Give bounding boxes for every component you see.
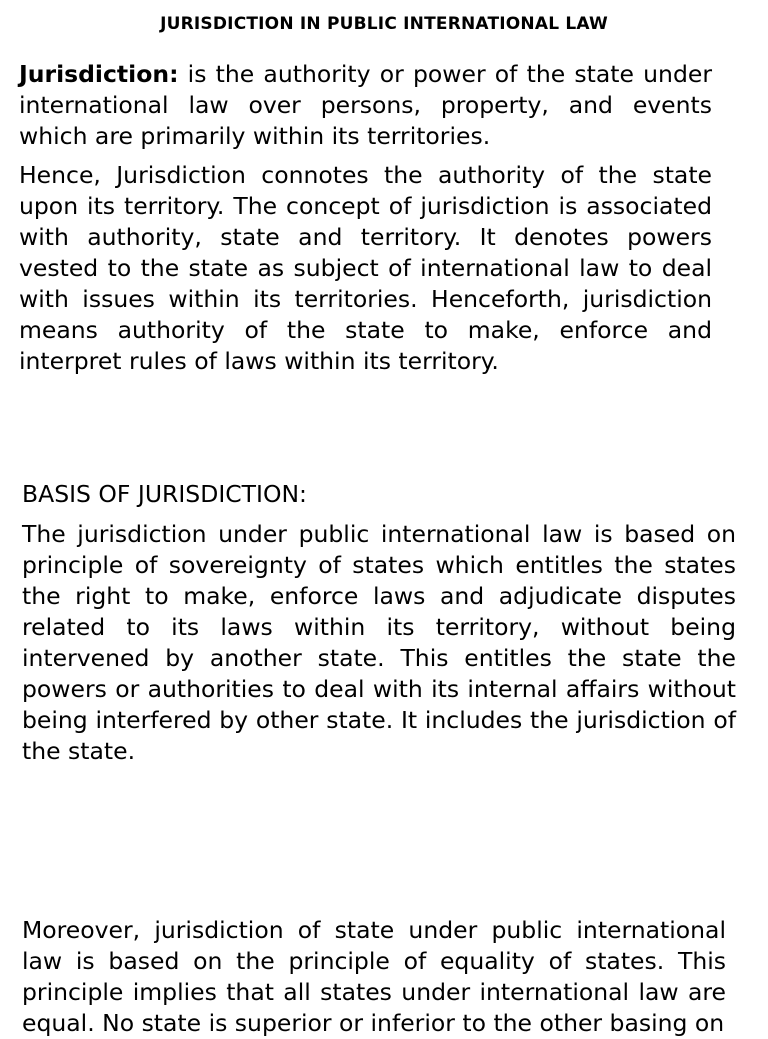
definition-text: is the authority or power of the state under international law over persons, property, and events which are primarily within its territories.: [19, 60, 712, 150]
paragraph-hence: Hence, Jurisdiction connotes the authority of the state upon its territory. The concept of jurisdiction is associated with authority, state and territory. It denotes powers vested to the state as subject of international law to deal with issues within its territories. Henceforth, jurisdiction means authority of the state to make, enforce and interpret rules of laws within its territory.: [19, 161, 712, 375]
paragraph-equality: Moreover, jurisdiction of state under public international law is based on the principle of equality of states. This principle implies that all states under international law are equal. No state is superior or inferior to the other basing on: [22, 916, 726, 1037]
document-title: JURISDICTION IN PUBLIC INTERNATIONAL LAW: [160, 14, 608, 34]
section-heading-basis: BASIS OF JURISDICTION:: [22, 480, 307, 508]
definition-term: Jurisdiction:: [19, 60, 179, 88]
definition-paragraph: [19, 59, 712, 152]
paragraph-sovereignty: The jurisdiction under public international law is based on principle of sovereignty of states which entitles the states the right to make, enforce laws and adjudicate disputes related to its laws within its territory, without being intervened by another state. This entitles the state the powers or authorities to deal with its internal affairs without being interfered by other state. It includes the jurisdiction of the state.: [22, 520, 736, 765]
